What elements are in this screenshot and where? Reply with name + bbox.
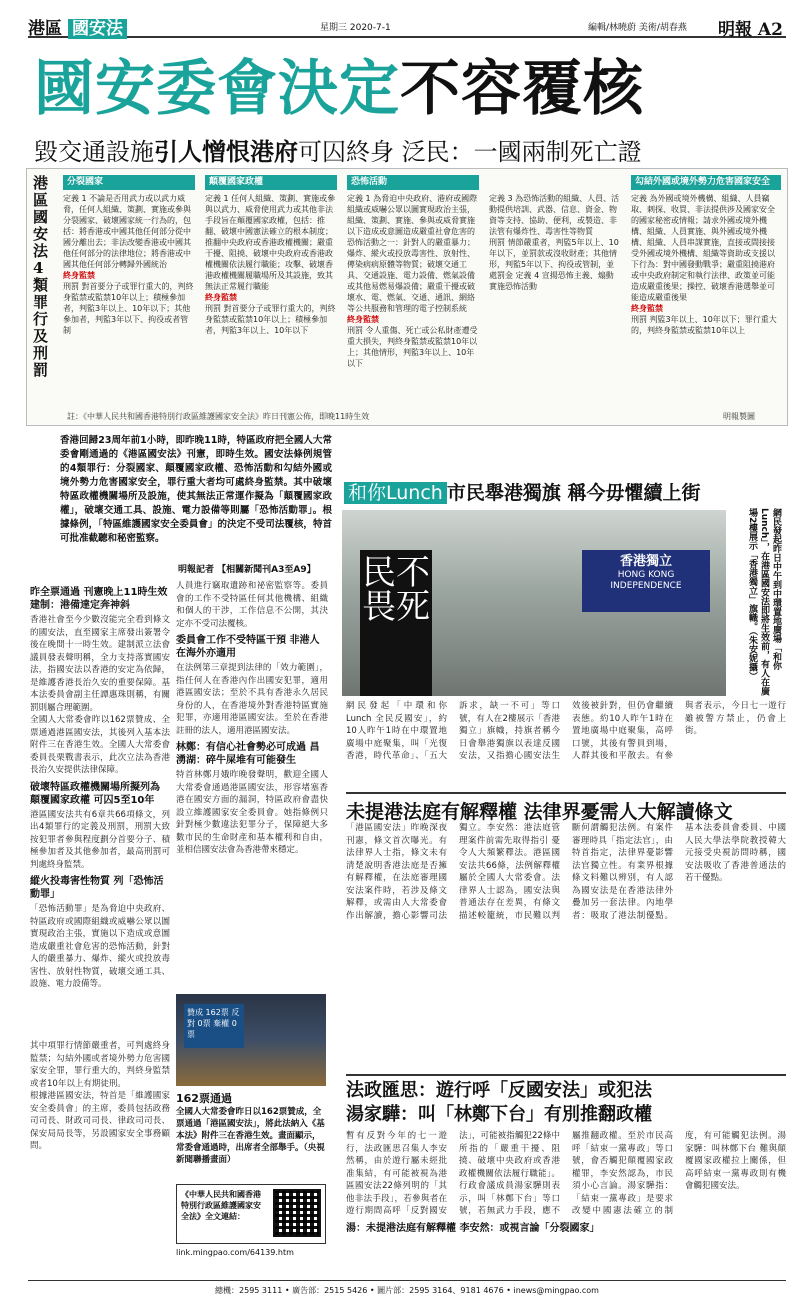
paragraph: 香港社會至今少數沒能完全看到條文的國安法，直至國家主席發出簽署令後在晚間十一時生效。建制派立法會議員發表聲明稱，全力支持落實國安法，指國安法以香港的安定為依歸，是維護香港長治久安的重要保障。基本法委員會副主任譚惠珠則稱，有關罰則屬合理範圍。 [30, 615, 170, 713]
story3-body [346, 1130, 786, 1250]
link-box-text: 《中華人民共和國香港特別行政區維護國家安全法》全文連結： [181, 1190, 261, 1221]
story2-body [346, 822, 786, 1064]
story2-headline: 未提港法庭有解釋權 法律界憂需人大解讀條文 [346, 792, 786, 824]
caption-title: 162票通過 [176, 1092, 232, 1105]
table-note: 註：《中華人民共和國香港特別行政區維護國家安全法》昨日刊憲公佈，即晚11時生效 [67, 412, 370, 421]
page-footer: 總機：2595 3111 • 廣告部：2515 5426 • 圖片部：2595 3164、9181 4676 • inews@mingpao.com [28, 1280, 786, 1296]
subheading: 湯：未提港法庭有解釋權 李安然：或視言論「分裂國家」 [346, 1222, 600, 1234]
article-column-b [176, 580, 328, 988]
column-definition: 定義 為外國或境外機構、組織、人員竊取、刺探、收買、非法提供涉及國家安全的國家秘密或情報；請求外國或境外機構、組織、人員實施、與外國或境外機構、組織、人員串謀實施，直接或間接接受外國或境外機構、組織等資助或支援以下行為：對中國發動戰爭；嚴重阻撓港府或中央政府制定和執行法律、政策並可能造成嚴重後果；操控、破壞香港選舉並可能造成嚴重後果 [631, 194, 775, 302]
column-definition: 定義 1 任何人組織、策劃、實施或參與以武力、威脅使用武力或其他非法手段旨在顛覆國家政權，包括：推翻、破壞中國憲法確立的根本制度；推翻中央政府或香港政權機關；嚴重干擾、阻撓、破壞中央政府或香港政權機關依法履行職能；攻擊、破壞香港政權機關履職場所及其設施，致其無法正常履行職能 [205, 194, 336, 291]
subheading: 委員會工作不受特區干預 非港人在海外亦適用 [176, 635, 320, 659]
editor-credits: 編輯/林曉蔚 美術/胡春燕 [588, 23, 687, 33]
column-penalty: 刑罰 對首要分子或罪行重大的，判終身監禁或監禁10年以上；積極參加者，判監3年以上、10年以下；其他參加者，判監3年以下、拘役或者管制 [63, 282, 194, 335]
column-head: 分裂國家 [63, 175, 195, 190]
column-highlight: 終身監禁 [205, 293, 237, 302]
headline-black-part: 不容覆核 [400, 54, 644, 124]
paragraph: 其中項罪行情節嚴重者，可判處終身監禁；勾結外國或者境外勢力危害國家安全罪，罪行重大的，判終身監禁或者10年以上有期徒刑。 [30, 1041, 170, 1089]
article-column-a [30, 582, 170, 1034]
vote-photo-caption [176, 1090, 326, 1166]
story1-body [346, 700, 786, 786]
photo-caption: 網民發起昨日中午到中環置地廣場「和你Lunch」，在港區國安法即將生效前，有人在廣場2樓展示「香港獨立」旗幟。（朱安妮攝） [747, 508, 781, 696]
paragraph: 「港區國安法」昨晚深夜刊憲，條文首次曝光。有法律界人士指，條文未有清楚說明香港法庭是否擁有解釋權，在法庭審理國安法案件時，若涉及條文解釋，或需由人大常委會作出解讀，擔心影響司法獨立。李安然：港法庭管理案件前需先取得指引 憂令人大頻繁釋法。港區國安法共66條，法例解釋權屬於全國人大常委會。法律界人士認為，國安法與普通法存在差異，有條文描述較籠統，市民難以判斷何謂觸犯法例。有案件審理時具「指定法官」，由特首指定，法律界憂影響法官獨立性。有業界根據條文料難以辨別，有人認為國安法是在香港法律外疊加另一套法律。內地學者：吸取了港法制優點。基本法委員會委員、中國人民大學法學院教授韓大元接受央視訪問時稱，國安法吸收了香港普通法的若干優點。 [346, 823, 786, 921]
table-side-title: 港區國安法4類罪行及刑罰 [33, 174, 49, 379]
subheading: 昨全票通過 刊憲晚上11時生效 建制：港備達定奔神斜 [30, 587, 168, 611]
table-column-terrorism-support [489, 193, 621, 431]
paragraph: 人員進行竊取遺跡和祕密監察等。委員會的工作不受特區任何其他機構、組織和個人的干涉，工作信息不公開，其決定亦不受司法覆核。 [176, 581, 328, 629]
table-column-subversion [205, 175, 337, 413]
lead-paragraph: 香港回歸23周年前1小時，即昨晚11時，特區政府把全國人大常委會剛通過的《港區國安法》刊憲，即時生效。國安法條例規管的4類罪行：分裂國家、顛覆國家政權、恐怖活動和勾結外國或境外勢力危害國家安全，罪行重大者均可處終身監禁。其中破壞特區政權機關場所及設施，使其無法正常運作擬為「顛覆國家政權」，破壞交通工具、設施、電力設備等則屬「恐怖活動罪」。根據條例，「特區維護國家安全委員會」的決定不受司法覆核，特首可批准截聽和秘密監察。 [60, 435, 332, 544]
black-banner: 民不畏死 [360, 550, 432, 696]
column-penalty: 刑罰 情節嚴重者，判監5年以上、10年以下，並罰款或沒收財產；其他情形，判監5年以下、拘役或管制，並處罰金 定義 4 宣揚恐怖主義、煽動實施恐怖活動 [489, 238, 619, 291]
column-head: 勾結外國或境外勢力危害國家安全 [631, 175, 781, 190]
subheading: 縱火投毒害性物質 列「恐怖活動罪」 [30, 876, 164, 900]
column-highlight: 終身監禁 [347, 315, 379, 324]
masthead-brand [718, 15, 783, 40]
paragraph: 在法例第三章提到法律的「效力範圍」，指任何人在香港內作出國安犯罪，適用港區國安法；至於不具有香港永久居民身份的人，在香港境外對香港特區實施犯罪，亦適用港區國安法。至於在香港註冊的法人，適用港區國安法。 [176, 663, 328, 736]
story1-title: 市民舉港獨旗 稱今毋懼續上街 [446, 482, 701, 504]
story3-headline [346, 1074, 786, 1127]
paragraph: 「恐怖活動罪」是為脅迫中央政府、特區政府或國際組織或威嚇公眾以圖實現政治主張，實施以下造成或意圖造成嚴重社會危害的恐怖活動，針對人的嚴重暴力、爆炸、縱火或投放毒害性、放射性物質，破壞交通工具、設施、電力設備等。 [30, 904, 170, 989]
column-highlight: 終身監禁 [631, 304, 663, 313]
paragraph: 特首林鄭月娥昨晚發聲明，歡迎全國人大常委會通過港區國安法，形容堵塞香港在國安方面的漏洞，特區政府會盡快設立維護國家安全委員會。她指條例只針對極少數違法犯罪分子，保障絕大多數市民的生命財產和基本權利和自由，並相信國安法會為香港帶來穩定。 [176, 770, 328, 855]
column-head: 恐怖活動 [347, 175, 479, 190]
paragraph: 全國人大常委會昨以162票贊成、全票通過港區國安法，其後列入基本法附件三在香港生效。全國人大常委會委員長栗戰書表示，此次立法為香港長治久安提供法律保障。 [30, 715, 170, 775]
issue-date: 星期三 2020-7-1 [320, 23, 391, 33]
caption-text: 全國人大常委會昨日以162票贊成，全票通過「港區國安法」，將此法納入《基本法》附件三在香港生效。畫面顯示，常委會通過時，出席者全部舉手。（央視新聞聯播畫面） [176, 1107, 325, 1165]
section-label [28, 14, 127, 39]
subhead-part-a: 毀交通設施 [34, 138, 154, 166]
headline-green-part: 國安委會決定 [34, 54, 400, 124]
protest-photo [342, 510, 726, 696]
column-penalty: 刑罰 令人重傷、死亡或公私財產遭受重大損失，判終身監禁或監禁10年以上；其他情形，判監3年以上、10年以下 [347, 326, 478, 368]
section-name: 港區 [28, 19, 62, 39]
byline: 明報記者 【相關新聞刊A3至A9】 [178, 565, 316, 575]
paragraph: 暫有反對今年的七一遊行，法政匯思召集人李安然稱，由於遊行屬未經批准集結，有可能被視為港區國安法22條列明的「其他非法手段」，若參與者在遊行期間高呼「反對國安法」，可能被指觸犯22條中所指的「嚴重干擾、阻撓、破壞中央政府或香港政權機關依法履行職能」。行政會議成員湯家驊則表示，叫「林鄭下台」等口號，若無武力手段，應不屬推翻政權。至於市民高呼「結束一黨專政」等口號，會否觸犯顛覆國家政權罪，李安然認為，市民須小心言論。湯家驊指：「結束一黨專政」是要求改變中國憲法確立的制度，有可能觸犯法例。湯家驊：叫林鄭下台 難與顛覆國家政權拉上關係，但高呼結束一黨專政則有機會觸犯國安法。 [346, 1131, 786, 1216]
subheading: 林鄭：有信心社會勢必可成過 昌湧湖：碎牛屎堆有可能發生 [176, 742, 320, 766]
main-headline [34, 54, 644, 124]
column-highlight: 終身監禁 [63, 271, 95, 280]
article-column-a2 [30, 1040, 170, 1254]
page-header [28, 14, 786, 38]
table-column-terrorism [347, 175, 479, 413]
story3-title-line1: 法政匯思：遊行呼「反國安法」或犯法 [346, 1080, 652, 1101]
story3-title-line2: 湯家驊：叫「林鄭下台」有別推翻政權 [346, 1104, 652, 1125]
page-number: A2 [757, 20, 783, 40]
vote-screen: 贊成 162票 反對 0票 棄權 0票 [184, 1004, 244, 1048]
column-definition: 定義 1 不論是否用武力或以武力威脅，任何人組織、策劃、實施或參與分裂國家、破壞國家統一行為的，包括：將香港或中國其他任何部分從中國分離出去；非法改變香港或中國其他任何部分的法律地位；將香港或中國其他任何部分轉歸外國統治 [63, 194, 191, 269]
full-text-link-box [176, 1184, 326, 1244]
sub-headline [34, 132, 642, 167]
table-column-secession [63, 175, 195, 413]
column-definition: 定義 3 為恐怖活動的組織、人員、活動提供培訓、武器、信息、資金、物資等支持、協助、便利，或製造、非法管有爆炸性、毒害性等物質 [489, 194, 620, 236]
blue-banner [582, 550, 710, 612]
npc-vote-photo [176, 994, 326, 1086]
column-definition: 定義 1 為脅迫中央政府、港府或國際組織或威嚇公眾以圖實現政治主張，組織、策劃、實施、參與或威脅實施以下造成或意圖造成嚴重社會危害的恐怖活動之一：針對人的嚴重暴力；爆炸、縱火或投放毒害性、放射性、傳染病病原體等物質；破壞交通工具、交通設施、電力設備、燃氣設備或其他易燃易爆設備；嚴重干擾或破壞水、電、燃氣、交通、通訊、網絡等公共服務和管理的電子控制系統 [347, 194, 478, 313]
brand-name: 明報 [718, 20, 752, 40]
story1-headline [344, 478, 700, 505]
full-text-link[interactable]: link.mingpao.com/64139.htm [176, 1248, 294, 1257]
column-penalty: 刑罰 對首要分子或罪行重大的，判終身監禁或監禁10年以上；積極參加者，判監3年以上、10年以下 [205, 304, 336, 335]
subheading: 破壞特區政權機關場所擬列為 顛覆國家政權 可囚5至10年 [30, 781, 160, 806]
section-tag: 國安法 [68, 19, 127, 39]
table-credit: 明報製圖 [723, 412, 755, 421]
paragraph: 港區國安法共有6章共66項條文，列出4類罪行的定義及刑罰，刑罰大致按犯罪者參與程度劃分首要分子、積極參加者及其他參加者，最高刑罰可判處終身監禁。 [30, 809, 170, 870]
qr-code-icon[interactable] [273, 1189, 321, 1237]
table-column-collusion [631, 175, 781, 413]
paragraph: 根據港區國安法，特首是「維護國家安全委員會」的主席，委員包括政務司司長、財政司司長、律政司司長、保安局局長等，另設國家安全事務顧問。 [30, 1091, 170, 1151]
column-head: 顛覆國家政權 [205, 175, 337, 190]
subhead-part-b: 引人憎恨港府 [154, 138, 298, 166]
banner-en-text: HONG KONG INDEPENDENCE [610, 570, 682, 591]
paragraph: 網民發起「中環和你Lunch 全民反國安」，約10人昨午1時在中環置地廣場中庭聚集，叫「光復香港，時代革命」、「五大訴求，缺一不可」等口號，有人在2樓展示「香港獨立」旗幟，持旗者稱今日會舉港獨旗以表達反國安法，又指擔心國安法生效後被針對，但仍會繼續表態。約10人昨午1時在置地廣場中庭聚集，高呼口號，其後有警員到場，人群其後和平散去。有參與者表示，今日七一遊行雖被警方禁止，仍會上街。 [346, 701, 786, 761]
subhead-part-c: 可囚終身 泛民：一國兩制死亡證 [298, 138, 642, 166]
banner-zh-text: 香港獨立 [619, 554, 672, 569]
column-penalty: 刑罰 判監3年以上、10年以下；罪行重大的，判終身監禁或監禁10年以上 [631, 315, 777, 335]
offences-table [26, 168, 788, 426]
story1-tag: 和你Lunch [344, 482, 447, 504]
